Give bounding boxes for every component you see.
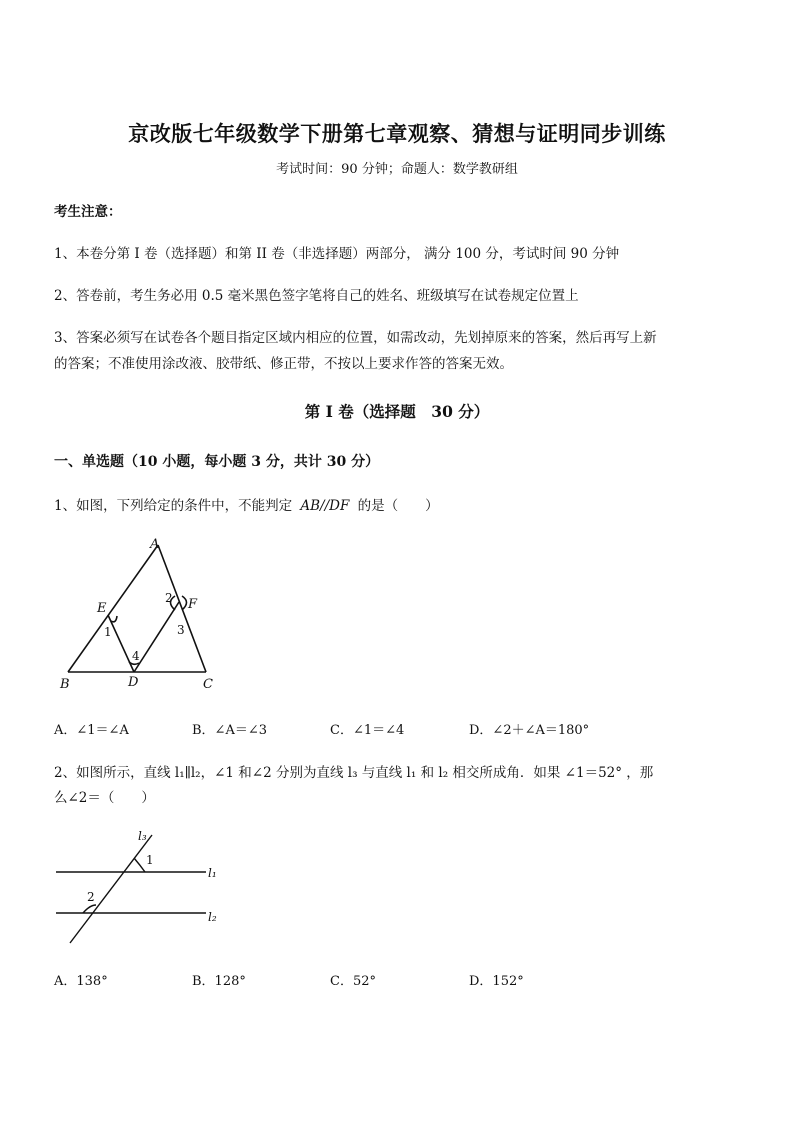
label-l1: l₁ bbox=[208, 866, 217, 880]
question-1-stem bbox=[54, 494, 439, 514]
label-C: C bbox=[203, 677, 213, 692]
angle-1-arc bbox=[134, 858, 145, 872]
angle-3-label: 3 bbox=[177, 623, 185, 637]
line-AC bbox=[158, 545, 206, 672]
label-D: D bbox=[128, 675, 139, 690]
question-1-figure bbox=[50, 530, 240, 695]
angle-2-label: 2 bbox=[87, 890, 95, 904]
question-1-option-a[interactable]: A．∠1＝∠A bbox=[54, 723, 129, 738]
question-2-option-d[interactable]: D．152° bbox=[469, 974, 524, 989]
question-1-stem-suffix: 的是（ ） bbox=[357, 498, 439, 514]
angle-4-label: 4 bbox=[132, 649, 140, 663]
question-1-option-d[interactable]: D．∠2＋∠A＝180° bbox=[469, 723, 590, 738]
line-l3 bbox=[70, 835, 152, 943]
angle-2-label: 2 bbox=[165, 591, 173, 605]
question-2-option-a[interactable]: A．138° bbox=[54, 974, 108, 989]
question-2-stem-line-2: 么∠2＝（ ） bbox=[54, 790, 155, 806]
notice-heading: 考生注意： bbox=[54, 204, 122, 220]
question-1-stem-math: AB//DF bbox=[300, 498, 350, 514]
section-title: 第 I 卷（选择题 30 分） bbox=[304, 402, 490, 421]
question-2-figure bbox=[50, 825, 230, 950]
part-heading: 一、单选题（10 小题，每小题 3 分，共计 30 分） bbox=[54, 454, 380, 470]
angle-1-label: 1 bbox=[104, 625, 112, 639]
question-2-stem-line-1: 2、如图所示，直线 l₁∥l₂，∠1 和∠2 分别为直线 l₃ 与直线 l₁ 和 l₂ 相交所成角．如果 ∠1＝52° ，那 bbox=[54, 765, 654, 781]
label-E: E bbox=[97, 601, 107, 616]
notice-item-3-cont: 的答案；不准使用涂改液、胶带纸、修正带，不按以上要求作答的答案无效。 bbox=[54, 356, 513, 372]
question-1-option-b[interactable]: B．∠A＝∠3 bbox=[192, 723, 267, 738]
page-title: 京改版七年级数学下册第七章观察、猜想与证明同步训练 bbox=[128, 121, 666, 146]
question-1-option-c[interactable]: C．∠1＝∠4 bbox=[330, 723, 405, 738]
exam-info: 考试时间：90 分钟；命题人：数学教研组 bbox=[276, 162, 518, 177]
question-1-stem-prefix: 1、如图，下列给定的条件中，不能判定 bbox=[54, 498, 293, 514]
notice-item-3: 3、答案必须写在试卷各个题目指定区域内相应的位置，如需改动，先划掉原来的答案，然后再写上新 bbox=[54, 330, 657, 346]
label-B: B bbox=[60, 677, 70, 692]
angle-1-arc bbox=[111, 616, 117, 622]
line-BA bbox=[68, 545, 158, 672]
label-l2: l₂ bbox=[208, 910, 217, 924]
angle-3-arc bbox=[182, 596, 187, 610]
notice-item-2: 2、答卷前，考生务必用 0.5 毫米黑色签字笔将自己的姓名、班级填写在试卷规定位置上 bbox=[54, 288, 579, 304]
label-A: A bbox=[150, 537, 160, 552]
angle-1-label: 1 bbox=[146, 853, 154, 867]
question-2-option-c[interactable]: C．52° bbox=[330, 974, 376, 989]
line-DF bbox=[134, 602, 179, 672]
label-l3: l₃ bbox=[138, 829, 147, 843]
label-F: F bbox=[188, 597, 198, 612]
notice-item-1: 1、本卷分第 I 卷（选择题）和第 II 卷（非选择题）两部分， 满分 100 分，考试时间 90 分钟 bbox=[54, 246, 620, 262]
question-2-option-b[interactable]: B．128° bbox=[192, 974, 246, 989]
